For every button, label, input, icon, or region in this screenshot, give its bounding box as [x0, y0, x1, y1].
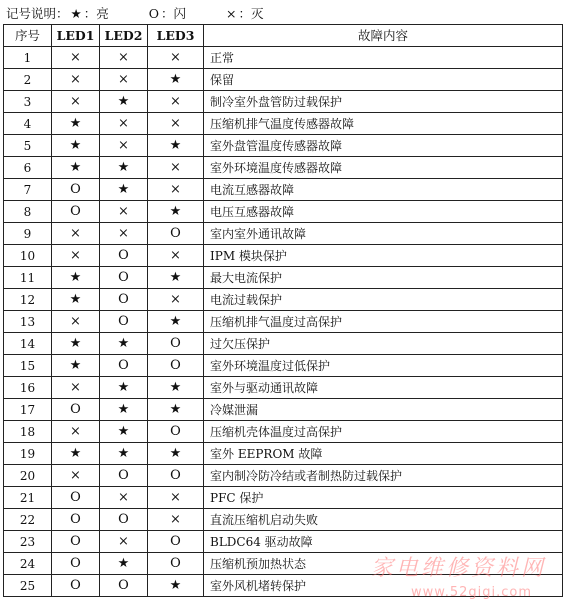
led1-state: ×: [52, 245, 100, 267]
led1-state: O: [52, 531, 100, 553]
led3-state: O: [148, 421, 204, 443]
row-number: 8: [4, 201, 52, 223]
led2-state: ×: [100, 47, 148, 69]
row-number: 15: [4, 355, 52, 377]
led3-state: ★: [148, 267, 204, 289]
led1-state: ★: [52, 333, 100, 355]
fault-content: 制冷室外盘管防过载保护: [204, 91, 563, 113]
table-row: [4, 333, 563, 355]
led2-state: ★: [100, 377, 148, 399]
led2-state: ×: [100, 223, 148, 245]
led2-state: O: [100, 267, 148, 289]
table-row: [4, 377, 563, 399]
legend-label: 记号说明：: [6, 6, 69, 21]
fault-code-table: [3, 24, 563, 597]
led1-state: ×: [52, 91, 100, 113]
fault-content: 室内室外通讯故障: [204, 223, 563, 245]
led3-state: ★: [148, 399, 204, 421]
led2-state: ×: [100, 69, 148, 91]
led1-state: O: [52, 509, 100, 531]
led3-state: ★: [148, 575, 204, 597]
led2-state: ★: [100, 157, 148, 179]
row-number: 17: [4, 399, 52, 421]
row-number: 10: [4, 245, 52, 267]
led1-state: O: [52, 553, 100, 575]
table-row: [4, 531, 563, 553]
row-number: 18: [4, 421, 52, 443]
row-number: 22: [4, 509, 52, 531]
fault-content: 压缩机排气温度过高保护: [204, 311, 563, 333]
led2-state: ×: [100, 135, 148, 157]
header-fault-content: 故障内容: [204, 25, 563, 47]
fault-content: PFC 保护: [204, 487, 563, 509]
led3-state: O: [148, 333, 204, 355]
fault-content: 电压互感器故障: [204, 201, 563, 223]
fault-content: 室外 EEPROM 故障: [204, 443, 563, 465]
legend-on-text: ：亮: [83, 6, 109, 21]
led1-state: O: [52, 201, 100, 223]
led3-state: ×: [148, 47, 204, 69]
fault-content: IPM 模块保护: [204, 245, 563, 267]
legend-off-text: ：灭: [238, 6, 264, 21]
table-row: [4, 47, 563, 69]
led3-state: O: [148, 355, 204, 377]
led3-state: ×: [148, 509, 204, 531]
table-row: [4, 487, 563, 509]
row-number: 9: [4, 223, 52, 245]
fault-content: 冷媒泄漏: [204, 399, 563, 421]
row-number: 23: [4, 531, 52, 553]
fault-content: 直流压缩机启动失败: [204, 509, 563, 531]
table-row: [4, 245, 563, 267]
row-number: 3: [4, 91, 52, 113]
led1-state: ×: [52, 69, 100, 91]
led3-state: ★: [148, 311, 204, 333]
led3-state: ★: [148, 135, 204, 157]
led1-state: ★: [52, 157, 100, 179]
led3-state: ★: [148, 201, 204, 223]
fault-content: 室外环境温度过低保护: [204, 355, 563, 377]
row-number: 4: [4, 113, 52, 135]
table-row: [4, 223, 563, 245]
row-number: 12: [4, 289, 52, 311]
table-row: [4, 69, 563, 91]
led1-state: ×: [52, 421, 100, 443]
row-number: 6: [4, 157, 52, 179]
led2-state: O: [100, 289, 148, 311]
led1-state: O: [52, 575, 100, 597]
led1-state: ★: [52, 267, 100, 289]
led2-state: ★: [100, 179, 148, 201]
led1-state: O: [52, 179, 100, 201]
led3-state: ×: [148, 113, 204, 135]
fault-content: 电流过载保护: [204, 289, 563, 311]
fault-content: 室外盘管温度传感器故障: [204, 135, 563, 157]
fault-content: 室外环境温度传感器故障: [204, 157, 563, 179]
table-row: [4, 157, 563, 179]
led1-state: ×: [52, 377, 100, 399]
led1-state: ★: [52, 289, 100, 311]
header-led2: LED2: [100, 25, 148, 47]
row-number: 19: [4, 443, 52, 465]
led1-state: O: [52, 399, 100, 421]
led1-state: ★: [52, 355, 100, 377]
led2-state: O: [100, 355, 148, 377]
led3-state: ×: [148, 289, 204, 311]
fault-content: 过欠压保护: [204, 333, 563, 355]
led1-state: O: [52, 487, 100, 509]
led3-state: ★: [148, 69, 204, 91]
table-row: [4, 399, 563, 421]
row-number: 20: [4, 465, 52, 487]
led2-state: ×: [100, 531, 148, 553]
led2-state: ★: [100, 421, 148, 443]
fault-content: 室外风机堵转保护: [204, 575, 563, 597]
led2-state: O: [100, 465, 148, 487]
led1-state: ×: [52, 465, 100, 487]
table-header-row: [4, 25, 563, 47]
led3-state: ★: [148, 377, 204, 399]
led1-state: ×: [52, 311, 100, 333]
fault-content: 电流互感器故障: [204, 179, 563, 201]
header-led3: LED3: [148, 25, 204, 47]
row-number: 11: [4, 267, 52, 289]
led3-state: ×: [148, 157, 204, 179]
table-row: [4, 509, 563, 531]
led1-state: ★: [52, 135, 100, 157]
watermark-url: www.52gigi.com: [410, 585, 532, 600]
table-row: [4, 289, 563, 311]
led3-state: O: [148, 531, 204, 553]
led1-state: ★: [52, 443, 100, 465]
led2-state: O: [100, 509, 148, 531]
led3-state: O: [148, 465, 204, 487]
row-number: 1: [4, 47, 52, 69]
table-row: [4, 135, 563, 157]
fault-content: 正常: [204, 47, 563, 69]
fault-content: BLDC64 驱动故障: [204, 531, 563, 553]
led3-state: ×: [148, 179, 204, 201]
header-led1: LED1: [52, 25, 100, 47]
row-number: 13: [4, 311, 52, 333]
led1-state: ×: [52, 47, 100, 69]
fault-content: 室外与驱动通讯故障: [204, 377, 563, 399]
legend-on-symbol: ★: [70, 6, 82, 21]
legend-off-symbol: ×: [225, 6, 237, 21]
led1-state: ★: [52, 113, 100, 135]
led2-state: ★: [100, 91, 148, 113]
led2-state: O: [100, 575, 148, 597]
table-row: [4, 421, 563, 443]
row-number: 5: [4, 135, 52, 157]
fault-content: 室内制冷防冷结或者制热防过载保护: [204, 465, 563, 487]
fault-content: 压缩机预加热状态: [204, 553, 563, 575]
led3-state: O: [148, 553, 204, 575]
led1-state: ×: [52, 223, 100, 245]
table-row: [4, 311, 563, 333]
led2-state: ×: [100, 487, 148, 509]
table-row: [4, 465, 563, 487]
legend-blink-symbol: O: [148, 6, 159, 21]
led2-state: O: [100, 245, 148, 267]
fault-content: 压缩机排气温度传感器故障: [204, 113, 563, 135]
led3-state: ×: [148, 91, 204, 113]
row-number: 21: [4, 487, 52, 509]
fault-content: 最大电流保护: [204, 267, 563, 289]
table-row: [4, 443, 563, 465]
row-number: 2: [4, 69, 52, 91]
led2-state: ×: [100, 113, 148, 135]
led2-state: ×: [100, 201, 148, 223]
legend-blink-text: ：闪: [160, 6, 186, 21]
row-number: 7: [4, 179, 52, 201]
led3-state: ×: [148, 245, 204, 267]
legend: [6, 4, 265, 24]
led3-state: ×: [148, 487, 204, 509]
row-number: 24: [4, 553, 52, 575]
fault-content: 压缩机壳体温度过高保护: [204, 421, 563, 443]
table-row: [4, 113, 563, 135]
table-row: [4, 201, 563, 223]
table-row: [4, 267, 563, 289]
table-row: [4, 179, 563, 201]
led2-state: ★: [100, 443, 148, 465]
led2-state: O: [100, 311, 148, 333]
header-number: 序号: [4, 25, 52, 47]
watermark-text: 家电维修资料网: [370, 556, 546, 581]
row-number: 25: [4, 575, 52, 597]
led2-state: ★: [100, 399, 148, 421]
led2-state: ★: [100, 553, 148, 575]
led3-state: ★: [148, 443, 204, 465]
led3-state: O: [148, 223, 204, 245]
fault-content: 保留: [204, 69, 563, 91]
row-number: 14: [4, 333, 52, 355]
table-row: [4, 91, 563, 113]
row-number: 16: [4, 377, 52, 399]
table-row: [4, 355, 563, 377]
led2-state: ★: [100, 333, 148, 355]
